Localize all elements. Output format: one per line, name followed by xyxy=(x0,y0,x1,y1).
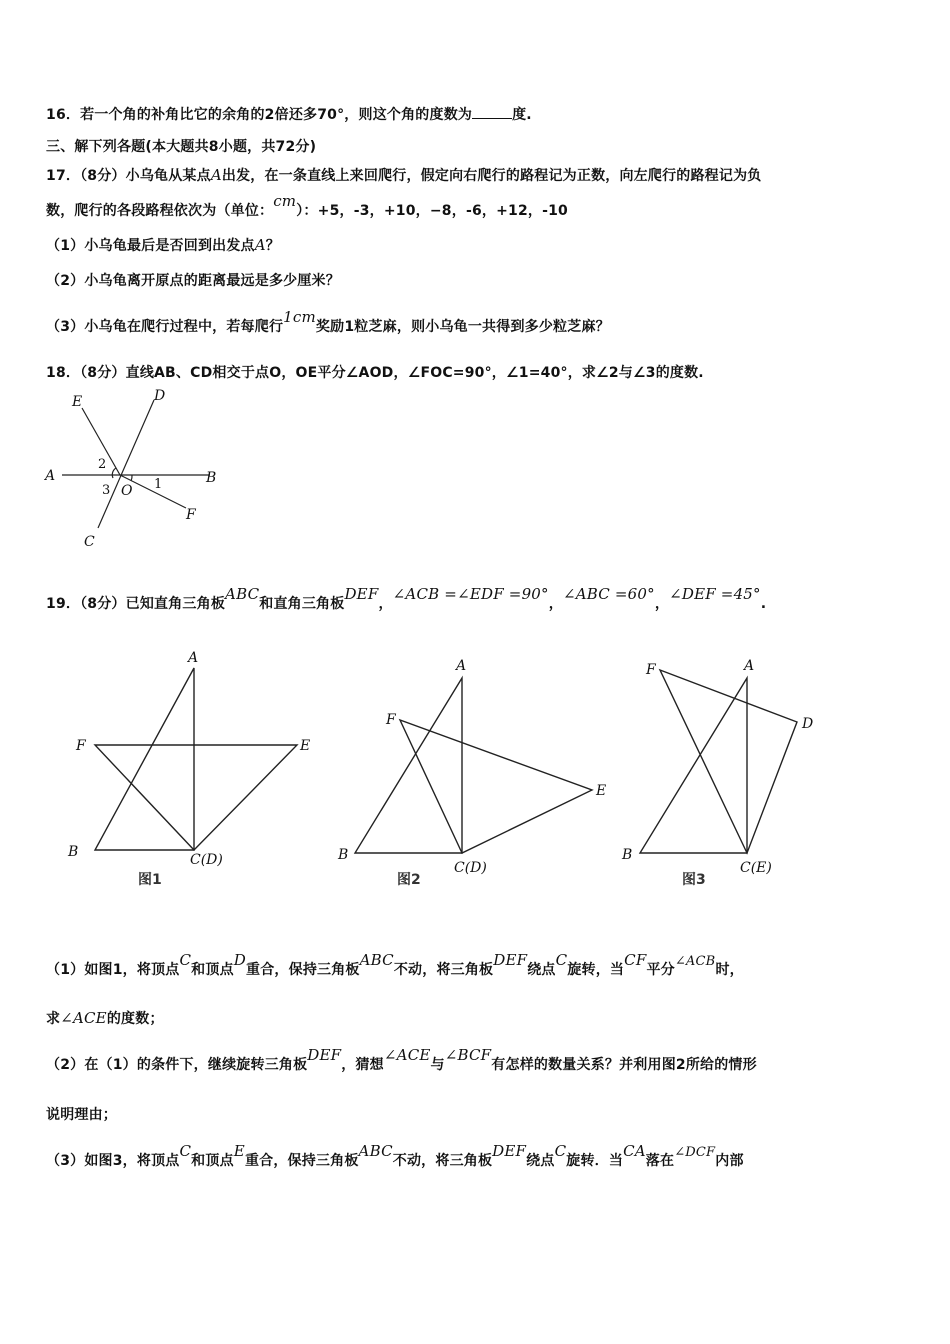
fig1-caption: 图1 xyxy=(138,872,162,888)
question-17-part1 xyxy=(46,235,280,255)
q17-text-b: 出发，在一条直线上来回爬行，假定向右爬行的路程记为正数，向左爬行的路程记为负 xyxy=(221,168,762,184)
q17-text-a: 17．（8分）小乌龟从某点 xyxy=(46,168,211,184)
q19-p2-t2: ，猜想 xyxy=(341,1057,384,1073)
q19-end: . xyxy=(760,596,767,612)
label-a: A xyxy=(45,468,56,484)
q17-p3-text: （3）小乌龟在爬行过程中，若每爬行 xyxy=(46,319,284,335)
fig3-triangle-abc xyxy=(640,678,747,853)
fig1-label-a: A xyxy=(188,650,199,666)
fig1-triangle-def xyxy=(95,745,297,850)
section-heading: 三、解下列各题(本大题共8小题，共72分) xyxy=(46,139,317,155)
q19-tri-abc: ABC xyxy=(225,585,260,603)
fig3-label-ce: C(E) xyxy=(740,860,772,876)
q19-p3-t5: 绕点 xyxy=(526,1153,555,1169)
label-d: D xyxy=(154,388,166,404)
q17-text-c: 数，爬行的各段路程依次为（单位： xyxy=(46,203,274,219)
q17-p1-tail: ？ xyxy=(265,238,280,254)
question-19-part2-line2: 说明理由； xyxy=(46,1107,117,1123)
q19-p2-t1: （2）在（1）的条件下，继续旋转三角板 xyxy=(46,1057,308,1073)
question-17-line2 xyxy=(46,192,568,220)
label-angle-2: 2 xyxy=(98,457,107,472)
q19-p1-t7: 平分 xyxy=(646,962,675,978)
label-e: E xyxy=(72,394,83,410)
fig3-triangle-def xyxy=(660,670,797,853)
question-16 xyxy=(46,104,532,124)
q19-p1-t6: 旋转，当 xyxy=(567,962,625,978)
fig2-label-e: E xyxy=(596,783,607,799)
q19-p3-v2: E xyxy=(233,1142,245,1160)
q19-p3-t6: 旋转．当 xyxy=(566,1153,624,1169)
fig2-caption: 图2 xyxy=(397,872,421,888)
q19-p1-v5: C xyxy=(555,951,568,969)
q19-cond-1: ∠ACB =∠EDF =90° xyxy=(392,585,549,603)
q19-p2-t4: 有怎样的数量关系？并利用图2所给的情形 xyxy=(491,1057,757,1073)
q19-sep: ， xyxy=(548,596,563,612)
q19-p3-t4: 不动，将三角板 xyxy=(392,1153,493,1169)
q16-text: 16．若一个角的补角比它的余角的2倍还多70°，则这个角的度数为 xyxy=(46,107,473,123)
q19-p3-v6: CA xyxy=(623,1142,646,1160)
label-angle-3: 3 xyxy=(102,483,111,498)
label-c: C xyxy=(84,534,95,550)
question-19-part2 xyxy=(46,1046,757,1074)
label-f: F xyxy=(186,507,196,523)
q19-p2-v2: ∠ACE xyxy=(383,1046,431,1064)
q19-p1-t2: 和顶点 xyxy=(191,962,234,978)
fig3-label-d: D xyxy=(802,716,814,732)
q19-tri-def: DEF xyxy=(344,585,379,603)
q19-sep: ， xyxy=(654,596,670,612)
figure-3 xyxy=(640,670,797,853)
fig3-label-b: B xyxy=(622,847,633,863)
q17-p3-tail: 奖励1粒芝麻，则小乌龟一共得到多少粒芝麻？ xyxy=(315,319,610,335)
question-19-part3 xyxy=(46,1142,744,1170)
q19-p1-v1: C xyxy=(179,951,192,969)
label-angle-1: 1 xyxy=(154,477,163,492)
q19-p1-t3: 重合，保持三角板 xyxy=(246,962,360,978)
question-19 xyxy=(46,585,767,613)
fig2-label-b: B xyxy=(338,847,349,863)
q19-p1-v2: D xyxy=(233,951,247,969)
question-17-line1 xyxy=(46,165,761,185)
q19-p3-v5: C xyxy=(554,1142,567,1160)
q19-p3-v1: C xyxy=(179,1142,192,1160)
q19-p3-t2: 和顶点 xyxy=(191,1153,234,1169)
fig2-label-cd: C(D) xyxy=(454,860,487,876)
q19-p3-t3: 重合，保持三角板 xyxy=(244,1153,359,1169)
fig3-label-f: F xyxy=(646,662,656,678)
q19-p3-v7: ∠DCF xyxy=(674,1145,716,1160)
q19-p2-t3: 与 xyxy=(430,1057,445,1073)
answer-blank xyxy=(472,106,512,119)
q19-p3-t8: 内部 xyxy=(715,1153,744,1169)
q19-text-b: 和直角三角板 xyxy=(259,596,345,612)
q19-p3-t1: （3）如图3，将顶点 xyxy=(46,1153,180,1169)
fig1-label-e: E xyxy=(300,738,311,754)
q19-p1-v7: ∠ACB xyxy=(674,954,716,969)
q19-p3-v4: DEF xyxy=(492,1142,527,1160)
q19-p3-v3: ABC xyxy=(358,1142,393,1160)
q19-figures xyxy=(0,640,950,900)
q19-p1-l2a: 求 xyxy=(46,1011,61,1027)
q19-p1-v4: DEF xyxy=(493,951,528,969)
fig1-label-cd: C(D) xyxy=(190,852,223,868)
fig1-label-f: F xyxy=(76,738,86,754)
q19-p1-t1: （1）如图1，将顶点 xyxy=(46,962,180,978)
fig1-label-b: B xyxy=(68,844,79,860)
q19-p1-v3: ABC xyxy=(359,951,394,969)
figure-2 xyxy=(355,678,592,853)
figure-1 xyxy=(95,668,297,850)
question-19-part1 xyxy=(46,951,744,979)
question-17-part2: （2）小乌龟离开原点的距离最远是多少厘米？ xyxy=(46,273,340,289)
label-o: O xyxy=(121,483,133,499)
q19-p1-t5: 绕点 xyxy=(527,962,556,978)
fig3-caption: 图3 xyxy=(682,872,706,888)
q17-p1-var: A xyxy=(254,236,266,254)
q17-text-d: ）：+5，-3，+10，−8，-6，+12，-10 xyxy=(296,203,568,219)
q19-p2-v3: ∠BCF xyxy=(444,1046,492,1064)
question-18: 18．（8分）直线AB、CD相交于点O，OE平分∠AOD，∠FOC=90°，∠1=40°，求∠2与∠3的度数. xyxy=(46,365,704,381)
q19-p1-t8: 时， xyxy=(715,962,744,978)
q19-p3-t7: 落在 xyxy=(645,1153,675,1169)
line-cd xyxy=(98,400,154,528)
angle-arc-2 xyxy=(112,468,116,478)
q19-p1-v6: CF xyxy=(624,951,647,969)
q19-p1-t4: 不动，将三角板 xyxy=(393,962,494,978)
q17-p1-text: （1）小乌龟最后是否回到出发点 xyxy=(46,238,255,254)
fig3-label-a: A xyxy=(744,658,755,674)
q17-p3-unit: 1cm xyxy=(283,308,316,326)
q19-p2-v1: DEF xyxy=(307,1046,342,1064)
q19-text-a: 19．（8分）已知直角三角板 xyxy=(46,596,226,612)
q17-unit: cm xyxy=(273,192,297,210)
q19-cond-3: ∠DEF =45° xyxy=(669,585,761,603)
q17-var-a: A xyxy=(210,166,222,184)
q19-sep: ， xyxy=(378,596,393,612)
fig1-triangle-abc xyxy=(95,668,194,850)
question-19-part1-line2 xyxy=(46,1008,164,1028)
question-17-part3 xyxy=(46,308,610,336)
angle-arc-1 xyxy=(131,475,132,481)
fig2-label-f: F xyxy=(386,712,396,728)
fig2-label-a: A xyxy=(456,658,467,674)
q19-p1-l2b: 的度数； xyxy=(106,1011,164,1027)
q19-cond-2: ∠ABC =60° xyxy=(562,585,655,603)
fig2-triangle-def xyxy=(400,720,592,853)
q19-p1-l2v: ∠ACE xyxy=(60,1009,107,1027)
q16-tail: 度. xyxy=(512,107,532,123)
fig2-triangle-abc xyxy=(355,678,462,853)
q18-figure xyxy=(40,388,230,553)
label-b: B xyxy=(206,470,217,486)
